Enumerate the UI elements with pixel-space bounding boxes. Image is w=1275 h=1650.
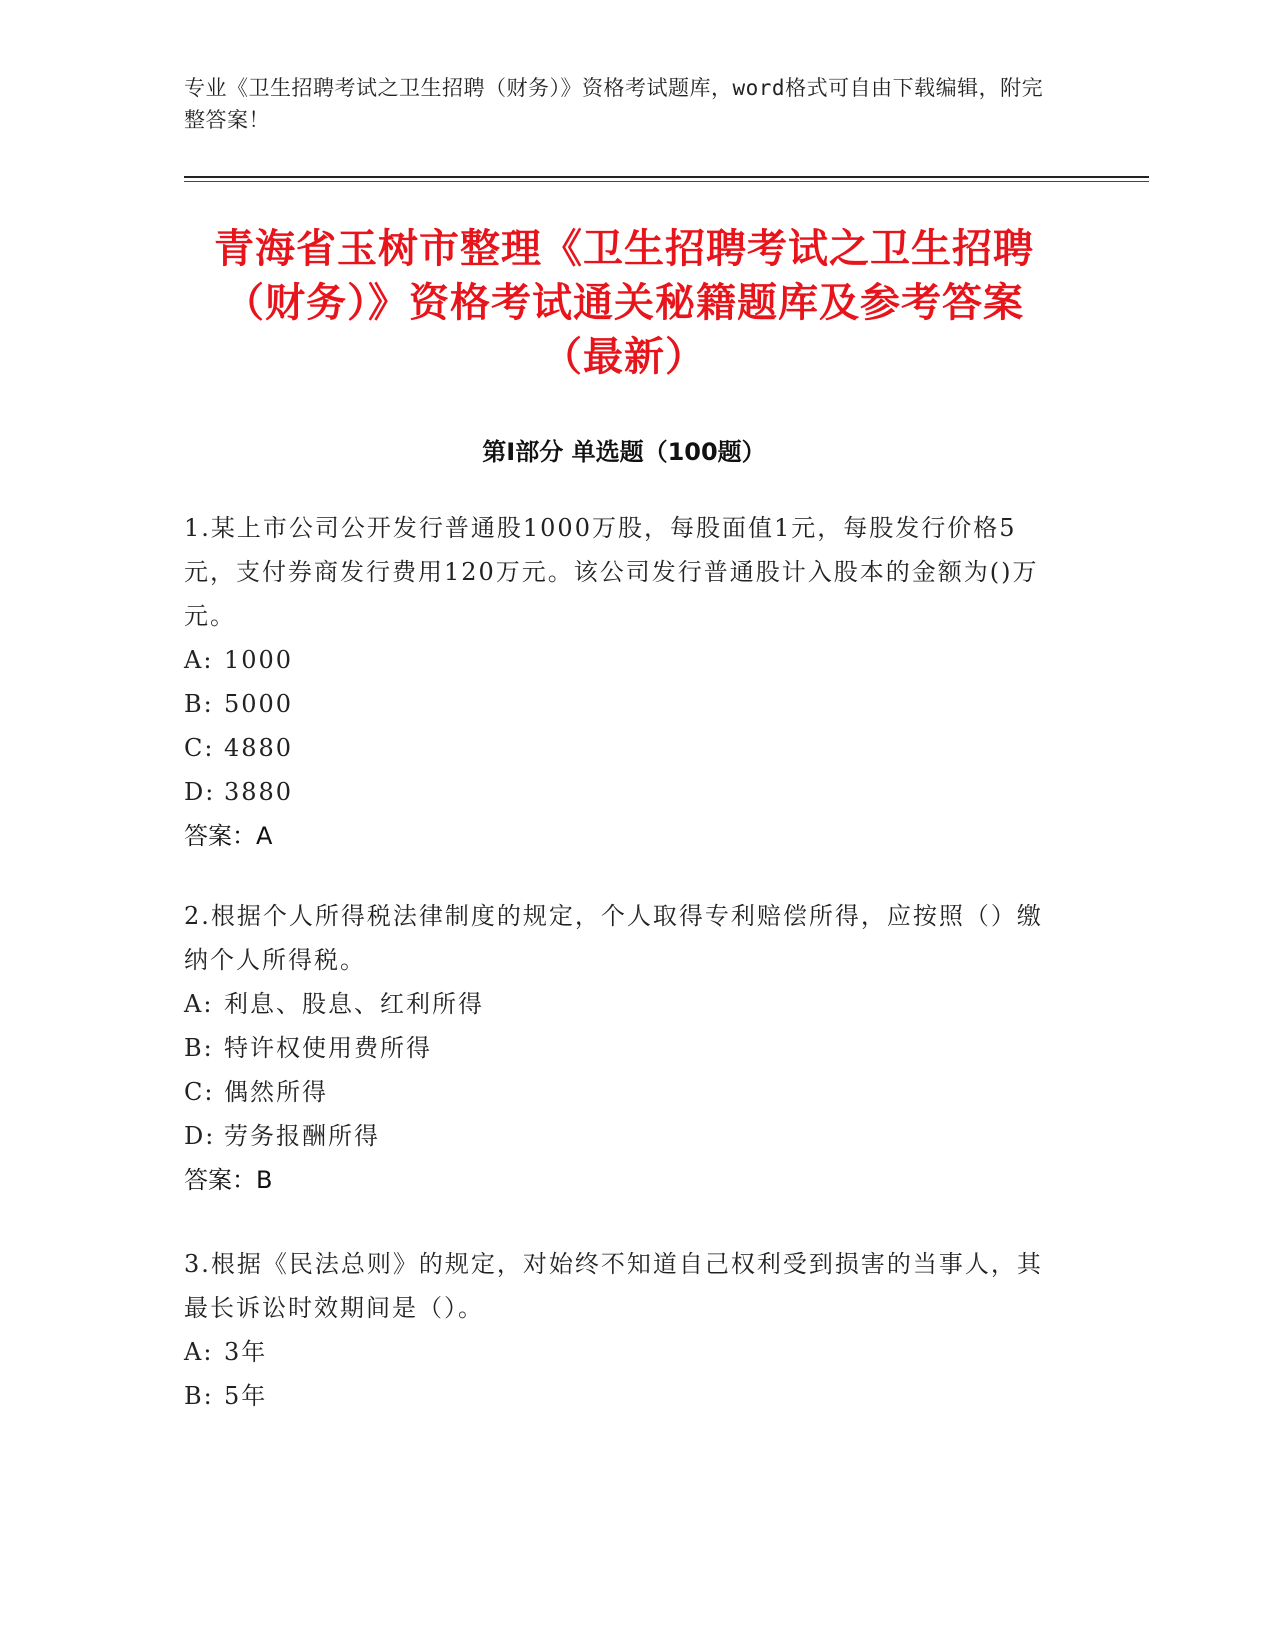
option-letter: A: (184, 646, 214, 674)
question-2 (184, 894, 1064, 1202)
option-a (184, 982, 1064, 1026)
option-text: 4880 (224, 734, 294, 762)
option-b (184, 682, 1064, 726)
option-letter: B: (184, 690, 214, 718)
option-text: 1000 (224, 646, 294, 674)
answer-line: 答案：A (184, 822, 273, 850)
option-text: 5年 (224, 1382, 268, 1410)
option-text: 偶然所得 (224, 1078, 328, 1106)
question-3 (184, 1242, 1064, 1418)
question-stem: 2.根据个人所得税法律制度的规定，个人取得专利赔偿所得，应按照（）缴纳个人所得税。 (184, 902, 1043, 974)
option-text: 3年 (224, 1338, 268, 1366)
option-text: 3880 (224, 778, 294, 806)
option-letter: B: (184, 1034, 214, 1062)
question-1 (184, 506, 1064, 858)
document-title: 青海省玉树市整理《卫生招聘考试之卫生招聘（财务）》资格考试通关秘籍题库及参考答案（最新） (214, 226, 1034, 380)
option-c (184, 726, 1064, 770)
option-text: 特许权使用费所得 (224, 1034, 432, 1062)
option-letter: A: (184, 1338, 214, 1366)
option-letter: A: (184, 990, 214, 1018)
header-divider-thin (184, 181, 1149, 182)
option-letter: C: (184, 1078, 215, 1106)
option-text: 劳务报酬所得 (224, 1122, 380, 1150)
header-divider (184, 176, 1149, 178)
option-letter: D: (184, 1122, 216, 1150)
question-stem: 1.某上市公司公开发行普通股1000万股，每股面值1元，每股发行价格5元，支付券商发行费用120万元。该公司发行普通股计入股本的金额为()万元。 (184, 514, 1039, 630)
option-a (184, 1330, 1064, 1374)
option-a (184, 638, 1064, 682)
answer-line: 答案：B (184, 1166, 273, 1194)
option-letter: D: (184, 778, 216, 806)
option-letter: C: (184, 734, 215, 762)
option-d (184, 1114, 1064, 1158)
option-text: 利息、股息、红利所得 (224, 990, 484, 1018)
option-c (184, 1070, 1064, 1114)
option-b (184, 1026, 1064, 1070)
option-d (184, 770, 1064, 814)
question-stem: 3.根据《民法总则》的规定，对始终不知道自己权利受到损害的当事人，其最长诉讼时效期间是（）。 (184, 1250, 1043, 1322)
option-letter: B: (184, 1382, 214, 1410)
header-note: 专业《卫生招聘考试之卫生招聘（财务）》资格考试题库，word格式可自由下载编辑，附完整答案！ (184, 76, 1044, 132)
section-title: 第I部分 单选题（100题） (482, 438, 766, 466)
option-text: 5000 (224, 690, 294, 718)
option-b (184, 1374, 1064, 1418)
